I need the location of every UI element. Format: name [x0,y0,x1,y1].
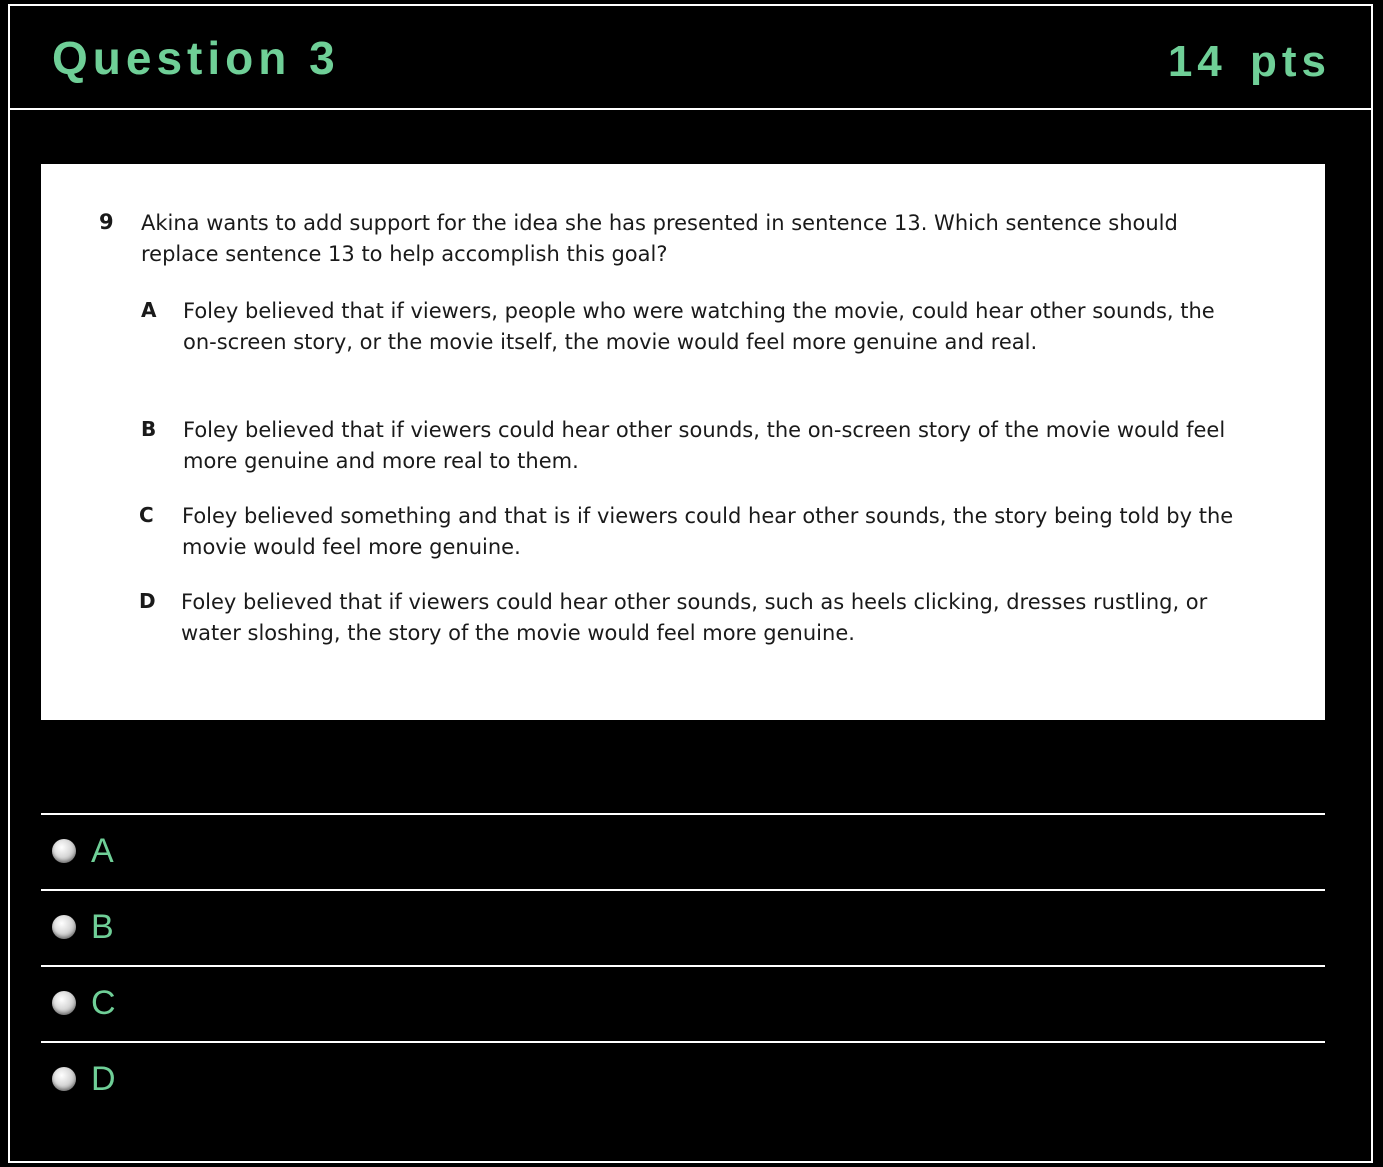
answer-label[interactable]: A [91,832,114,870]
radio-button-icon[interactable] [52,991,76,1015]
answer-option-a[interactable] [41,813,1325,889]
option-letter-a: A [141,298,157,322]
option-text-b: Foley believed that if viewers could hear other sounds, the on-screen story of the movie would feel more genuine and more real to them. [183,418,1226,473]
question-image [41,164,1325,720]
answer-label[interactable]: D [91,1060,116,1098]
answer-option-d[interactable] [41,1041,1325,1117]
radio-button-icon[interactable] [52,1067,76,1091]
option-text-a: Foley believed that if viewers, people who were watching the movie, could hear other sounds, the on-screen story, or the movie itself, the movie would feel more genuine and real. [183,299,1215,354]
question-number: 9 [99,210,114,234]
option-letter-d: D [139,589,156,613]
answer-option-c[interactable] [41,965,1325,1041]
question-points: 14 pts [1167,37,1331,86]
radio-button-icon[interactable] [52,915,76,939]
question-title: Question 3 [52,32,340,84]
radio-button-icon[interactable] [52,839,76,863]
option-letter-c: C [139,503,154,527]
answer-option-b[interactable] [41,889,1325,965]
option-text-c: Foley believed something and that is if viewers could hear other sounds, the story being told by the movie would feel more genuine. [182,504,1234,559]
question-header [10,6,1371,110]
answer-label[interactable]: B [91,908,114,946]
answer-list [41,813,1325,1117]
answer-label[interactable]: C [91,984,116,1022]
option-text-d: Foley believed that if viewers could hear other sounds, such as heels clicking, dresses rustling, or water sloshing, the story of the movie would feel more genuine. [181,590,1208,645]
option-letter-b: B [141,417,157,441]
question-stem: Akina wants to add support for the idea she has presented in sentence 13. Which sentence should replace sentence 13 to help accomplish this goal? [141,211,1178,266]
